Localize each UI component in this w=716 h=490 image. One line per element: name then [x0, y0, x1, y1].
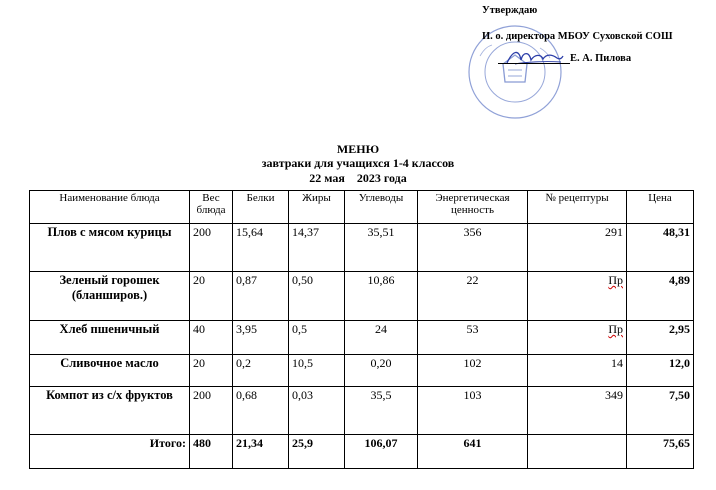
col-header-protein: Белки — [233, 191, 289, 224]
total-carbs: 106,07 — [345, 435, 418, 469]
recipe-cell: 14 — [528, 355, 627, 387]
table-row — [30, 355, 694, 387]
protein-cell: 0,68 — [233, 387, 289, 435]
recipe-cell: Пр — [608, 273, 623, 287]
col-header-fat: Жиры — [289, 191, 345, 224]
protein-cell: 3,95 — [233, 321, 289, 355]
signature-line — [498, 63, 570, 64]
table-row — [30, 272, 694, 321]
energy-cell: 53 — [418, 321, 528, 355]
col-header-recipe: № рецептуры — [528, 191, 627, 224]
col-header-weight: Вес блюда — [190, 191, 233, 224]
price-cell: 12,0 — [627, 355, 694, 387]
carbs-cell: 24 — [345, 321, 418, 355]
menu-title: МЕНЮ — [336, 142, 380, 156]
menu-date: 22 мая 2023 года — [309, 171, 407, 185]
menu-table — [29, 190, 694, 469]
table-row — [30, 387, 694, 435]
fat-cell: 0,03 — [289, 387, 345, 435]
table-header-row — [30, 191, 694, 224]
dish-name: Сливочное масло — [30, 355, 190, 387]
carbs-cell: 0,20 — [345, 355, 418, 387]
energy-cell: 103 — [418, 387, 528, 435]
total-price: 75,65 — [627, 435, 694, 469]
weight-cell: 20 — [190, 355, 233, 387]
fat-cell: 0,50 — [289, 272, 345, 321]
price-cell: 7,50 — [627, 387, 694, 435]
dish-name: Плов с мясом курицы — [30, 224, 190, 272]
col-header-carbs: Углеводы — [345, 191, 418, 224]
total-row — [30, 435, 694, 469]
energy-cell: 356 — [418, 224, 528, 272]
protein-cell: 0,87 — [233, 272, 289, 321]
total-energy: 641 — [418, 435, 528, 469]
energy-cell: 102 — [418, 355, 528, 387]
fat-cell: 0,5 — [289, 321, 345, 355]
price-cell: 4,89 — [627, 272, 694, 321]
weight-cell: 40 — [190, 321, 233, 355]
price-cell: 48,31 — [627, 224, 694, 272]
col-header-energy: Энергетическая ценность — [418, 191, 528, 224]
carbs-cell: 35,51 — [345, 224, 418, 272]
total-weight: 480 — [190, 435, 233, 469]
table-row — [30, 321, 694, 355]
energy-cell: 22 — [418, 272, 528, 321]
price-cell: 2,95 — [627, 321, 694, 355]
col-header-dish: Наименование блюда — [30, 191, 190, 224]
table-row — [30, 224, 694, 272]
total-label: Итого: — [30, 435, 190, 469]
total-recipe — [528, 435, 627, 469]
weight-cell: 20 — [190, 272, 233, 321]
total-fat: 25,9 — [289, 435, 345, 469]
recipe-cell: 349 — [528, 387, 627, 435]
menu-subtitle: завтраки для учащихся 1-4 классов — [261, 156, 455, 170]
recipe-cell: 291 — [528, 224, 627, 272]
director-role: И. о. директора МБОУ Суховской СОШ — [482, 31, 673, 42]
dish-name: Хлеб пшеничный — [30, 321, 190, 355]
carbs-cell: 35,5 — [345, 387, 418, 435]
col-header-price: Цена — [627, 191, 694, 224]
approved-label: Утверждаю — [482, 5, 538, 16]
fat-cell: 14,37 — [289, 224, 345, 272]
protein-cell: 15,64 — [233, 224, 289, 272]
dish-name: Зеленый горошек (бланширов.) — [30, 272, 190, 321]
dish-name: Компот из с/х фруктов — [30, 387, 190, 435]
recipe-cell: Пр — [608, 322, 623, 336]
total-protein: 21,34 — [233, 435, 289, 469]
protein-cell: 0,2 — [233, 355, 289, 387]
weight-cell: 200 — [190, 224, 233, 272]
carbs-cell: 10,86 — [345, 272, 418, 321]
director-name: Е. А. Пилова — [570, 53, 632, 64]
weight-cell: 200 — [190, 387, 233, 435]
fat-cell: 10,5 — [289, 355, 345, 387]
director-signature — [505, 46, 565, 68]
